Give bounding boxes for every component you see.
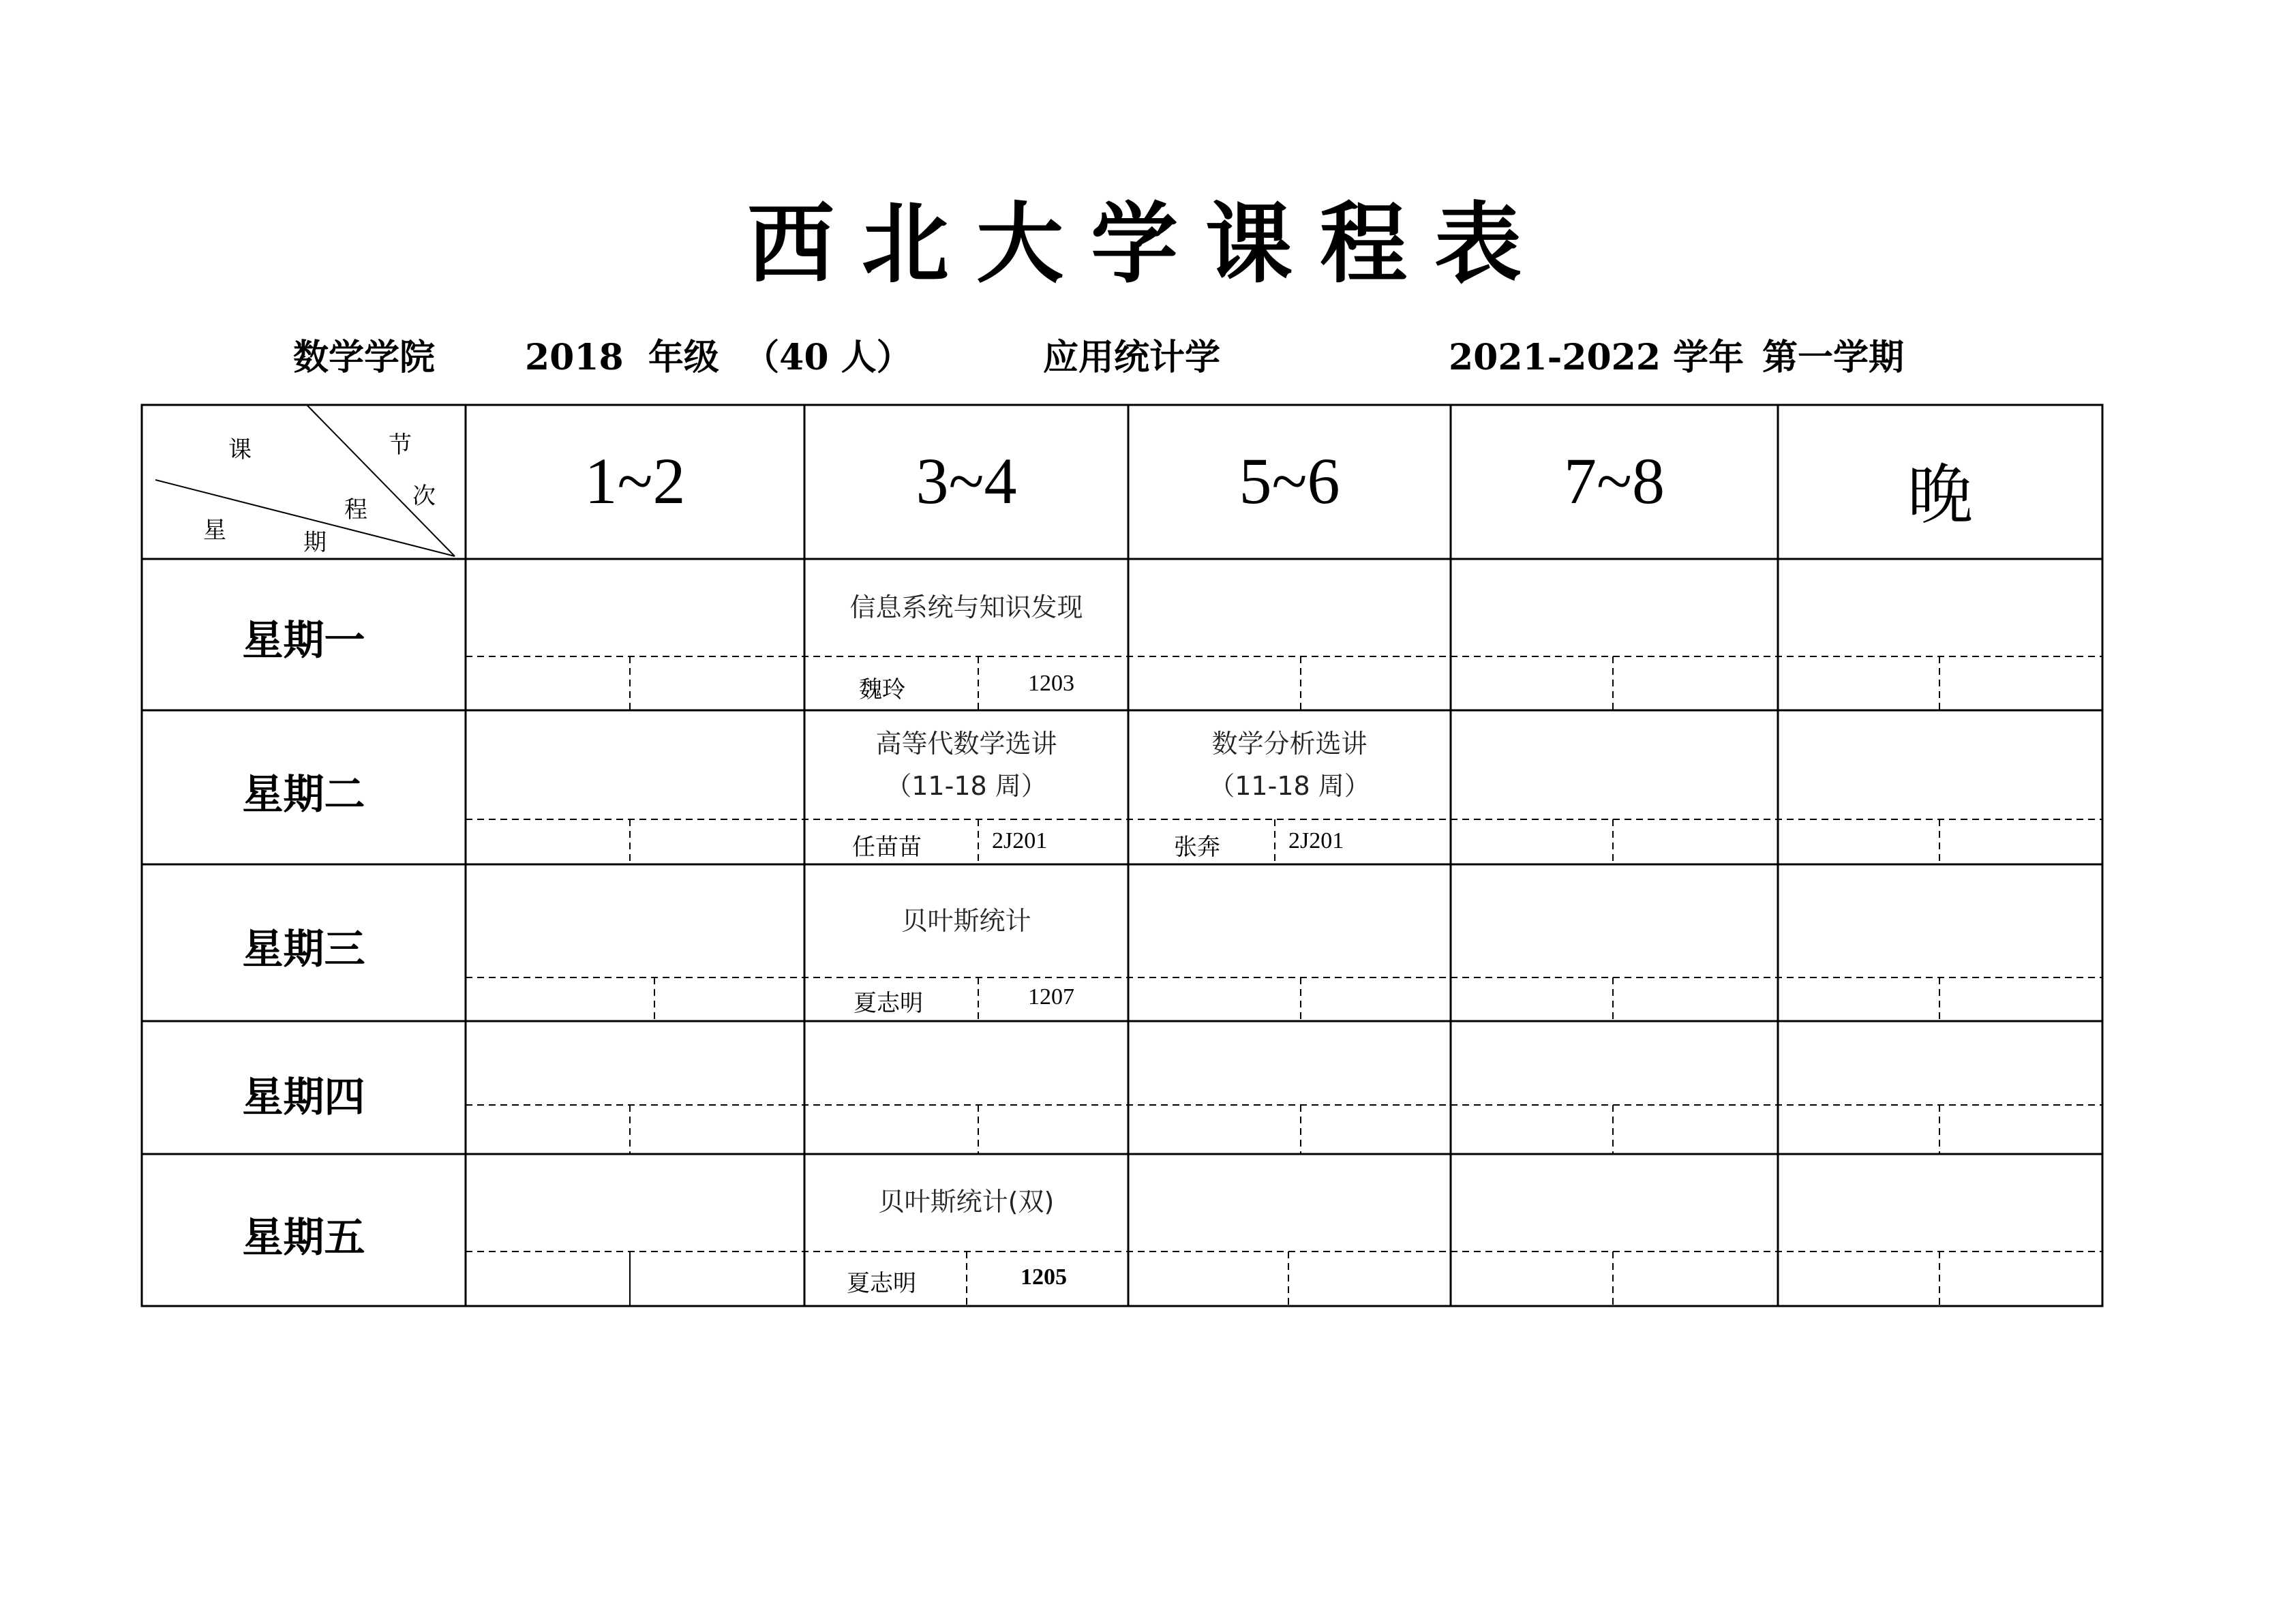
period-header-3: 5~6 [1239, 444, 1340, 517]
course-name-fri-34: 贝叶斯统计(双) [878, 1187, 1055, 1217]
day-label-monday: 星期一 [242, 617, 365, 665]
teacher-fri-34: 夏志明 [847, 1270, 916, 1297]
course-name-wed-34: 贝叶斯统计 [901, 906, 1031, 936]
course-name-tue-56: 数学分析选讲 [1211, 729, 1368, 759]
teacher-mon-34: 魏玲 [859, 676, 905, 703]
grade-label: 2018 年级 （40 人） [525, 337, 912, 378]
academic-year-label: 2021-2022 学年 [1449, 337, 1744, 378]
corner-label-qi: 期 [303, 529, 327, 556]
day-label-wednesday: 星期三 [242, 926, 365, 973]
teacher-tue-34: 任苗苗 [852, 834, 922, 861]
period-header-2: 3~4 [916, 444, 1017, 517]
period-header-4: 7~8 [1564, 444, 1665, 517]
day-label-tuesday: 星期二 [242, 771, 365, 819]
major-label: 应用统计学 [1043, 337, 1221, 378]
corner-label-ci: 次 [412, 483, 436, 510]
period-header-evening: 晚 [1907, 459, 1973, 532]
course-name-tue-34: 高等代数学选讲 [875, 729, 1057, 759]
college-label: 数学学院 [293, 337, 436, 378]
room-mon-34: 1203 [1028, 671, 1074, 696]
page-title: 西北大学课程表 [746, 194, 1549, 295]
course-weeks-tue-34: （11-18 周） [886, 771, 1047, 801]
teacher-wed-34: 夏志明 [854, 990, 923, 1017]
corner-label-ke: 课 [228, 436, 252, 464]
corner-label-cheng: 程 [344, 496, 367, 524]
room-tue-56: 2J201 [1288, 828, 1344, 853]
corner-label-xing: 星 [203, 517, 226, 544]
course-name-mon-34: 信息系统与知识发现 [849, 592, 1083, 622]
day-label-thursday: 星期四 [242, 1074, 365, 1121]
room-tue-34: 2J201 [992, 828, 1048, 853]
corner-label-jie: 节 [389, 431, 412, 459]
day-label-friday: 星期五 [242, 1214, 365, 1262]
room-wed-34: 1207 [1028, 984, 1074, 1010]
teacher-tue-56: 张奔 [1174, 834, 1220, 861]
room-fri-34: 1205 [1021, 1264, 1067, 1290]
period-header-1: 1~2 [584, 444, 686, 517]
course-weeks-tue-56: （11-18 周） [1209, 771, 1370, 801]
semester-label: 第一学期 [1762, 337, 1905, 378]
